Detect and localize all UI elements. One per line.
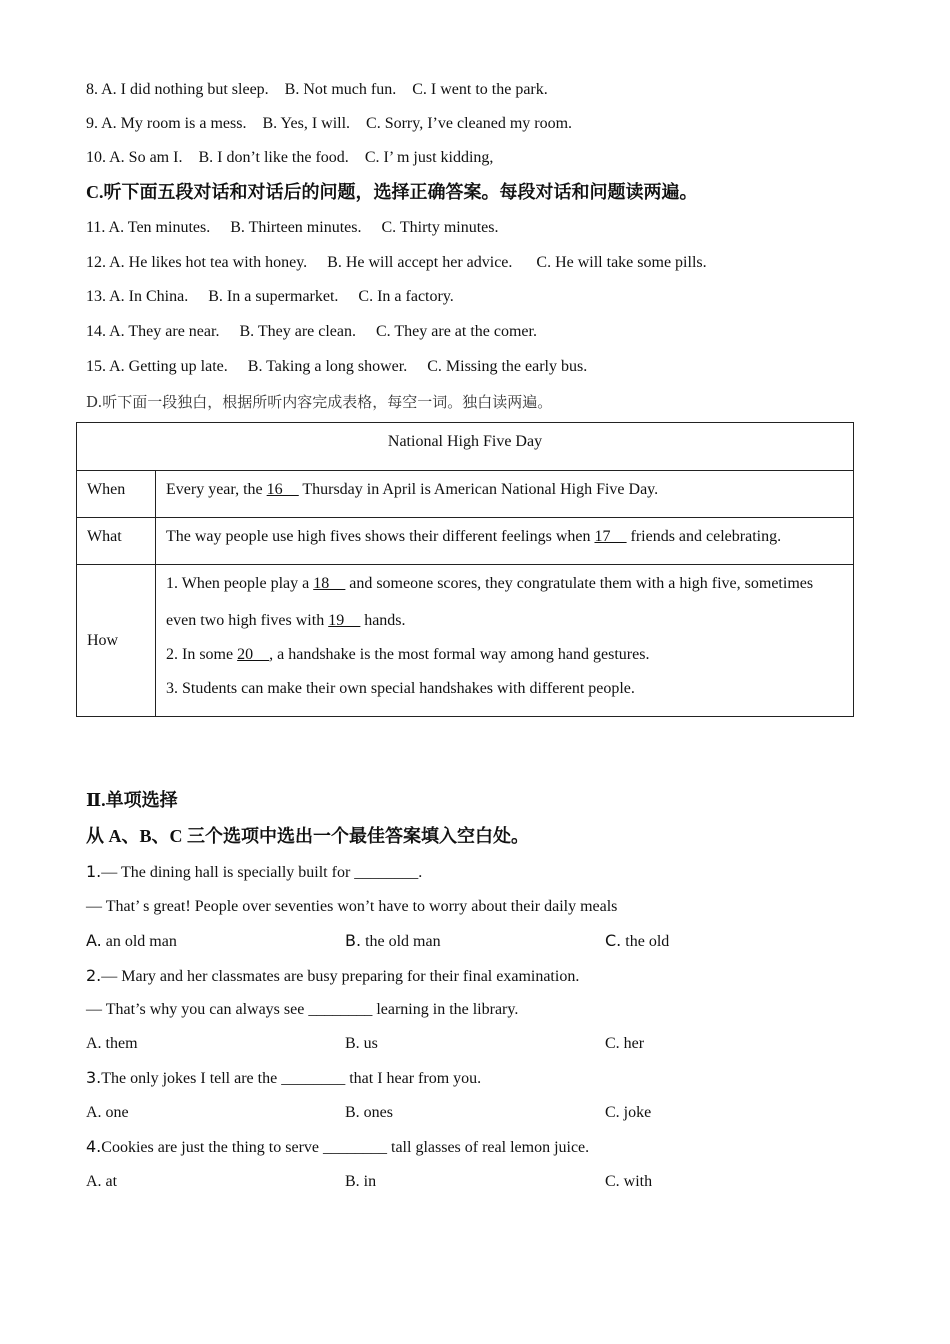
question-number: 13. — [86, 288, 106, 305]
option-b: B. Thirteen minutes. — [230, 219, 362, 236]
q1-option-b[interactable]: B. the old man — [345, 931, 441, 950]
blank-20[interactable]: 20__ — [237, 646, 270, 663]
question-number: 8. — [86, 81, 98, 98]
when-content-cell — [156, 471, 854, 518]
q2-option-b[interactable]: B. us — [345, 1035, 378, 1052]
what-label-cell — [77, 518, 156, 565]
q1-option-a[interactable]: A. an old man — [86, 931, 177, 950]
how-item-3: 3. Students can make their own special handshakes with different people. — [166, 680, 635, 697]
question-number: 3. — [86, 1068, 102, 1087]
part2-heading: Ⅱ.单项选择 — [86, 790, 178, 810]
option-b: B. I don’t like the food. — [198, 149, 349, 166]
option-a: A. They are near. — [109, 323, 220, 340]
option-b: B. Taking a long shower. — [247, 358, 408, 375]
option-a: A. He likes hot tea with honey. — [109, 254, 308, 271]
question-number: 10. — [86, 149, 106, 166]
high-five-table — [76, 422, 854, 717]
how-label: How — [87, 631, 119, 649]
question-9 — [86, 114, 572, 134]
what-content-cell — [156, 518, 854, 565]
question-10 — [86, 148, 493, 168]
question-12 — [86, 253, 707, 273]
when-label: When — [87, 481, 126, 498]
option-b: B. They are clean. — [239, 323, 356, 340]
option-a: A. I did nothing but sleep. — [101, 81, 269, 98]
q3-option-a[interactable]: A. one — [86, 1104, 129, 1121]
option-c: C. I’ m just kidding, — [364, 149, 494, 166]
option-c: C. Thirty minutes. — [381, 219, 499, 236]
what-label: What — [87, 528, 122, 545]
q4-option-b[interactable]: B. in — [345, 1173, 377, 1190]
question-number: 14. — [86, 323, 106, 340]
question-number: 11. — [86, 219, 106, 236]
how-item-1: 1. When people play a 18__ and someone scores, they congratulate them with a high five, sometimes — [166, 575, 814, 592]
option-a: A. In China. — [109, 288, 189, 305]
option-c: C. They are at the comer. — [376, 323, 537, 340]
table-title-cell — [77, 423, 854, 471]
q2-option-c[interactable]: C. her — [605, 1035, 645, 1052]
how-item-2: 2. In some 20__, a handshake is the most formal way among hand gestures. — [166, 646, 650, 663]
option-b: B. In a supermarket. — [208, 288, 339, 305]
q4-stem: 4.Cookies are just the thing to serve ________ tall glasses of real lemon juice. — [86, 1137, 590, 1156]
q3-option-c[interactable]: C. joke — [605, 1104, 652, 1121]
question-14 — [86, 322, 537, 342]
option-b: B. Yes, I will. — [262, 115, 351, 132]
question-number: 4. — [86, 1137, 102, 1156]
q3-stem: 3.The only jokes I tell are the ________ that I hear from you. — [86, 1068, 482, 1087]
q3-option-b[interactable]: B. ones — [345, 1104, 393, 1121]
question-8 — [86, 80, 548, 100]
q1-option-c[interactable]: C. the old — [605, 931, 670, 950]
q2-option-a[interactable]: A. them — [86, 1035, 138, 1052]
question-number: 15. — [86, 358, 106, 375]
q1-response: — That’ s great! People over seventies won’t have to worry about their daily meals — [86, 898, 618, 915]
blank-19[interactable]: 19__ — [328, 612, 361, 629]
q1-stem: 1.— The dining hall is specially built for ________. — [86, 862, 423, 881]
blank-17[interactable]: 17__ — [594, 528, 627, 545]
how-label-cell — [77, 565, 156, 717]
question-15 — [86, 357, 587, 377]
q2-response: — That’s why you can always see ________ learning in the library. — [86, 1001, 519, 1018]
option-c: C. In a factory. — [358, 288, 454, 305]
section-d-heading: D.听下面一段独白，根据所听内容完成表格，每空一词。独白读两遍。 — [86, 393, 553, 411]
blank-18[interactable]: 18__ — [313, 575, 346, 592]
option-a: A. So am I. — [109, 149, 183, 166]
when-content: Every year, the 16__ Thursday in April is American National High Five Day. — [166, 481, 659, 498]
question-13 — [86, 287, 454, 307]
q2-stem: 2.— Mary and her classmates are busy preparing for their final examination. — [86, 966, 580, 985]
blank-16[interactable]: 16__ — [266, 481, 299, 498]
option-b: B. Not much fun. — [284, 81, 397, 98]
table-title: National High Five Day — [387, 433, 543, 450]
q4-option-a[interactable]: A. at — [86, 1173, 118, 1190]
what-content: The way people use high fives shows their different feelings when 17__ friends and celebrating. — [166, 528, 782, 545]
option-a: A. Getting up late. — [109, 358, 228, 375]
how-content-cell — [156, 565, 854, 717]
question-number: 1. — [86, 862, 102, 881]
how-item-1-cont: even two high fives with 19__ hands. — [166, 612, 406, 629]
when-label-cell — [77, 471, 156, 518]
option-c: C. Sorry, I’ve cleaned my room. — [366, 115, 573, 132]
option-a: A. My room is a mess. — [101, 115, 247, 132]
option-b: B. He will accept her advice. — [327, 254, 513, 271]
section-c-heading: C.听下面五段对话和对话后的问题，选择正确答案。每段对话和问题读两遍。 — [86, 182, 698, 202]
how-content — [156, 565, 853, 699]
q4-option-c[interactable]: C. with — [605, 1173, 653, 1190]
question-number: 12. — [86, 254, 106, 271]
option-c: C. Missing the early bus. — [427, 358, 588, 375]
part2-instruction: 从 A、B、C 三个选项中选出一个最佳答案填入空白处。 — [86, 826, 530, 846]
option-a: A. Ten minutes. — [108, 219, 211, 236]
question-11 — [86, 218, 499, 238]
option-c: C. I went to the park. — [412, 81, 548, 98]
question-number: 9. — [86, 115, 98, 132]
option-c: C. He will take some pills. — [536, 254, 707, 271]
question-number: 2. — [86, 966, 102, 985]
